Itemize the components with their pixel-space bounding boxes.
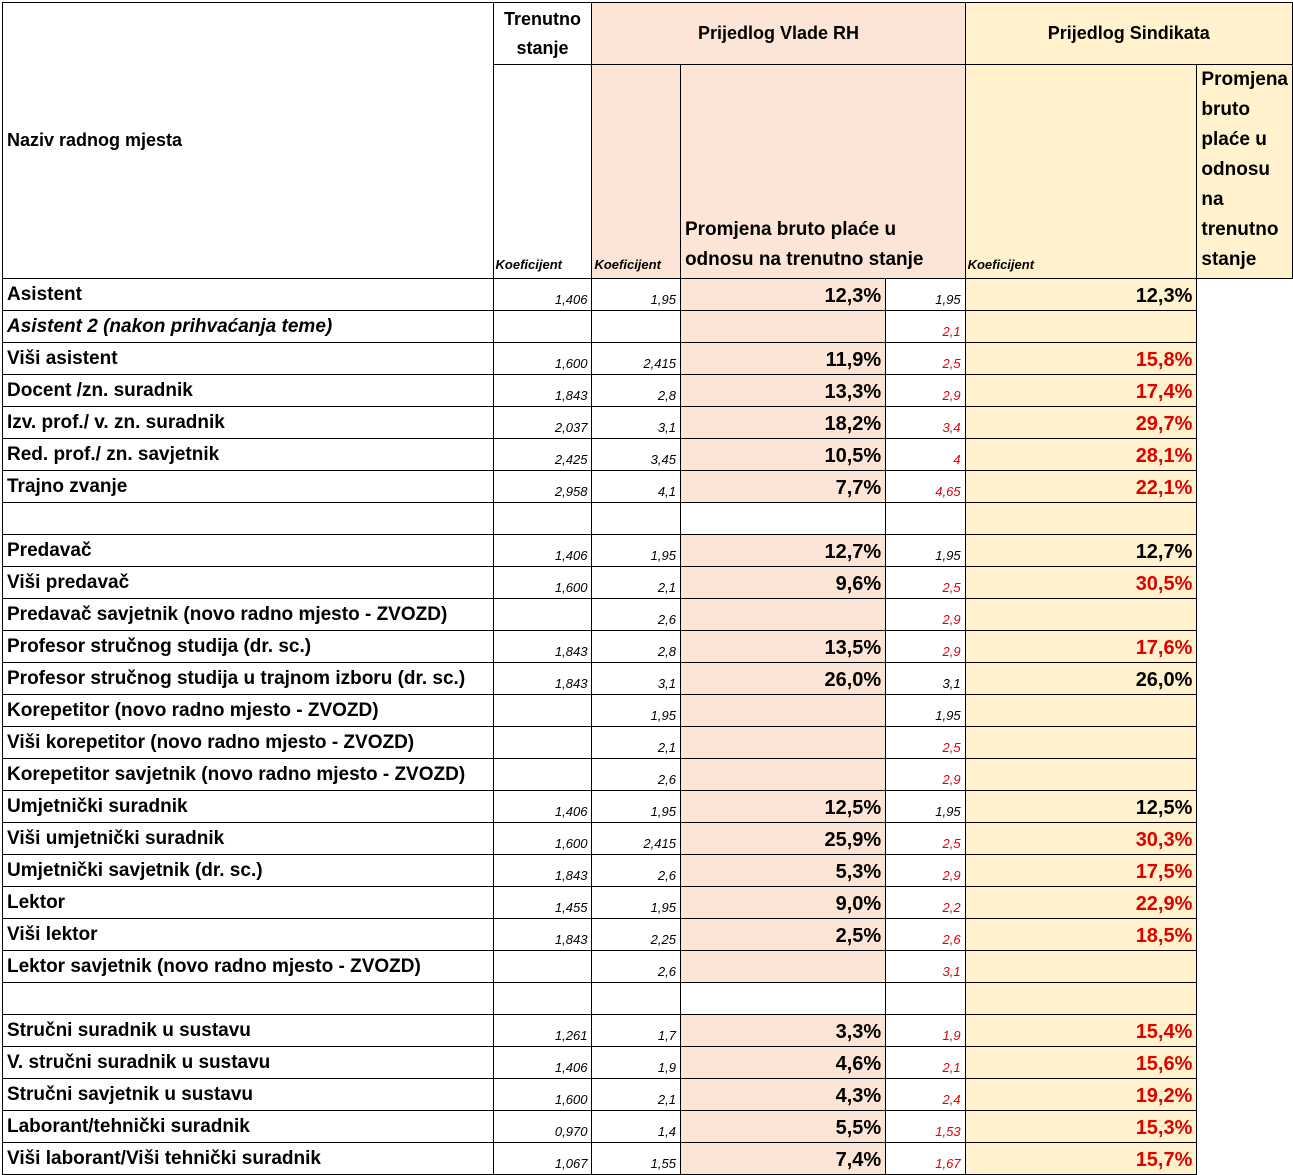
cell-trenutno-koef[interactable]: 1,406 (493, 791, 592, 823)
cell-sindikat-koef[interactable] (886, 983, 965, 1015)
cell-name[interactable]: Viši predavač (3, 567, 494, 599)
cell-sindikat-koef[interactable]: 1,95 (886, 279, 965, 311)
cell-name[interactable]: Umjetnički savjetnik (dr. sc.) (3, 855, 494, 887)
cell-vlada-koef[interactable] (592, 983, 680, 1015)
cell-vlada-promjena[interactable] (680, 727, 885, 759)
cell-sindikat-promjena[interactable]: 12,5% (965, 791, 1197, 823)
cell-vlada-promjena[interactable]: 3,3% (680, 1015, 885, 1047)
table-row (3, 951, 1293, 983)
cell-name[interactable]: Viši laborant/Viši tehnički suradnik (3, 1143, 494, 1175)
cell-vlada-promjena[interactable]: 25,9% (680, 823, 885, 855)
cell-name[interactable]: Trajno zvanje (3, 471, 494, 503)
cell-sindikat-promjena[interactable]: 17,4% (965, 375, 1197, 407)
cell-vlada-koef[interactable]: 1,9 (592, 1047, 680, 1079)
table-row (3, 407, 1293, 439)
cell-vlada-koef[interactable]: 2,6 (592, 855, 680, 887)
cell-name[interactable]: Predavač savjetnik (novo radno mjesto - ZVOZD) (3, 599, 494, 631)
cell-sindikat-koef[interactable]: 2,5 (886, 823, 965, 855)
cell-vlada-koef[interactable]: 1,95 (592, 535, 680, 567)
cell-sindikat-koef[interactable]: 2,2 (886, 887, 965, 919)
table-row (3, 823, 1293, 855)
cell-sindikat-koef[interactable]: 2,9 (886, 631, 965, 663)
cell-name[interactable]: Red. prof./ zn. savjetnik (3, 439, 494, 471)
cell-vlada-koef[interactable]: 3,1 (592, 407, 680, 439)
cell-name[interactable]: Stručni savjetnik u sustavu (3, 1079, 494, 1111)
cell-vlada-koef[interactable]: 1,95 (592, 887, 680, 919)
cell-trenutno-koef[interactable] (493, 951, 592, 983)
cell-vlada-promjena[interactable] (680, 759, 885, 791)
cell-vlada-koef[interactable]: 1,55 (592, 1143, 680, 1175)
cell-vlada-promjena[interactable] (680, 311, 885, 343)
cell-trenutno-koef[interactable] (493, 759, 592, 791)
cell-sindikat-promjena[interactable]: 15,8% (965, 343, 1197, 375)
salary-table (2, 2, 1293, 1175)
cell-name[interactable]: Viši asistent (3, 343, 494, 375)
cell-vlada-promjena[interactable]: 12,7% (680, 535, 885, 567)
cell-sindikat-promjena[interactable]: 15,4% (965, 1015, 1197, 1047)
cell-name[interactable]: V. stručni suradnik u sustavu (3, 1047, 494, 1079)
table-row (3, 855, 1293, 887)
cell-name[interactable]: Asistent 2 (nakon prihvaćanja teme) (3, 311, 494, 343)
cell-name[interactable]: Asistent (3, 279, 494, 311)
cell-name[interactable]: Viši korepetitor (novo radno mjesto - ZVOZD) (3, 727, 494, 759)
header-koef-sindikat[interactable]: Koeficijent (965, 65, 1197, 279)
cell-name[interactable]: Profesor stručnog studija (dr. sc.) (3, 631, 494, 663)
cell-sindikat-promjena[interactable]: 12,3% (965, 279, 1197, 311)
table-row-spacer (3, 983, 1293, 1015)
cell-vlada-koef[interactable]: 3,45 (592, 439, 680, 471)
cell-sindikat-promjena[interactable] (965, 759, 1197, 791)
cell-trenutno-koef[interactable] (493, 503, 592, 535)
cell-name[interactable]: Lektor (3, 887, 494, 919)
header-promjena-vlada[interactable]: Promjena bruto plaće u odnosu na trenutno stanje (680, 65, 965, 279)
cell-sindikat-promjena[interactable]: 26,0% (965, 663, 1197, 695)
table-row (3, 663, 1293, 695)
cell-name[interactable]: Umjetnički suradnik (3, 791, 494, 823)
table-row (3, 759, 1293, 791)
cell-vlada-koef[interactable]: 2,1 (592, 567, 680, 599)
cell-name[interactable]: Korepetitor savjetnik (novo radno mjesto - ZVOZD) (3, 759, 494, 791)
cell-vlada-koef[interactable] (592, 311, 680, 343)
table-row (3, 1111, 1293, 1143)
header-sindikat[interactable]: Prijedlog Sindikata (965, 3, 1292, 65)
cell-trenutno-koef[interactable]: 1,843 (493, 375, 592, 407)
cell-vlada-koef[interactable]: 3,1 (592, 663, 680, 695)
cell-name[interactable]: Izv. prof./ v. zn. suradnik (3, 407, 494, 439)
cell-trenutno-koef[interactable]: 1,843 (493, 663, 592, 695)
cell-trenutno-koef[interactable]: 1,261 (493, 1015, 592, 1047)
table-row (3, 1015, 1293, 1047)
cell-vlada-promjena[interactable]: 12,3% (680, 279, 885, 311)
cell-sindikat-promjena[interactable]: 12,7% (965, 535, 1197, 567)
cell-vlada-promjena[interactable]: 13,3% (680, 375, 885, 407)
cell-name[interactable]: Predavač (3, 535, 494, 567)
cell-sindikat-koef[interactable]: 3,4 (886, 407, 965, 439)
cell-vlada-koef[interactable]: 1,95 (592, 791, 680, 823)
cell-sindikat-koef[interactable]: 2,5 (886, 727, 965, 759)
cell-trenutno-koef[interactable] (493, 695, 592, 727)
cell-sindikat-koef[interactable]: 1,67 (886, 1143, 965, 1175)
cell-trenutno-koef[interactable]: 2,425 (493, 439, 592, 471)
cell-sindikat-promjena[interactable]: 30,3% (965, 823, 1197, 855)
cell-vlada-promjena[interactable]: 12,5% (680, 791, 885, 823)
cell-vlada-koef[interactable]: 2,25 (592, 919, 680, 951)
header-trenutno[interactable]: Trenutno stanje (493, 3, 592, 65)
cell-sindikat-koef[interactable]: 2,1 (886, 311, 965, 343)
cell-sindikat-promjena[interactable]: 18,5% (965, 919, 1197, 951)
table-row (3, 567, 1293, 599)
cell-sindikat-koef[interactable]: 4,65 (886, 471, 965, 503)
table-row (3, 919, 1293, 951)
cell-vlada-promjena[interactable]: 11,9% (680, 343, 885, 375)
cell-sindikat-koef[interactable]: 1,9 (886, 1015, 965, 1047)
cell-sindikat-promjena[interactable] (965, 503, 1197, 535)
cell-vlada-promjena[interactable]: 10,5% (680, 439, 885, 471)
cell-sindikat-promjena[interactable] (965, 599, 1197, 631)
cell-vlada-promjena[interactable] (680, 503, 885, 535)
cell-vlada-promjena[interactable] (680, 599, 885, 631)
cell-vlada-promjena[interactable]: 7,7% (680, 471, 885, 503)
cell-trenutno-koef[interactable] (493, 727, 592, 759)
cell-vlada-promjena[interactable]: 4,3% (680, 1079, 885, 1111)
cell-sindikat-koef[interactable]: 2,9 (886, 599, 965, 631)
cell-vlada-promjena[interactable]: 13,5% (680, 631, 885, 663)
cell-sindikat-koef[interactable]: 4 (886, 439, 965, 471)
cell-sindikat-promjena[interactable] (965, 727, 1197, 759)
cell-trenutno-koef[interactable] (493, 983, 592, 1015)
table-row (3, 311, 1293, 343)
cell-trenutno-koef[interactable]: 2,958 (493, 471, 592, 503)
cell-sindikat-koef[interactable]: 2,9 (886, 855, 965, 887)
cell-name[interactable]: Profesor stručnog studija u trajnom izboru (dr. sc.) (3, 663, 494, 695)
cell-vlada-promjena[interactable]: 4,6% (680, 1047, 885, 1079)
cell-vlada-koef[interactable]: 2,6 (592, 599, 680, 631)
cell-vlada-koef[interactable]: 1,4 (592, 1111, 680, 1143)
cell-name[interactable]: Korepetitor (novo radno mjesto - ZVOZD) (3, 695, 494, 727)
cell-sindikat-promjena[interactable]: 17,6% (965, 631, 1197, 663)
header-koef-trenutno[interactable]: Koeficijent (493, 65, 592, 279)
cell-sindikat-promjena[interactable] (965, 951, 1197, 983)
cell-trenutno-koef[interactable]: 1,406 (493, 535, 592, 567)
cell-trenutno-koef[interactable]: 1,067 (493, 1143, 592, 1175)
cell-name[interactable]: Viši umjetnički suradnik (3, 823, 494, 855)
cell-trenutno-koef[interactable]: 1,600 (493, 823, 592, 855)
cell-name[interactable]: Stručni suradnik u sustavu (3, 1015, 494, 1047)
cell-sindikat-koef[interactable]: 3,1 (886, 663, 965, 695)
cell-trenutno-koef[interactable]: 1,843 (493, 631, 592, 663)
cell-sindikat-promjena[interactable] (965, 983, 1197, 1015)
cell-vlada-koef[interactable]: 4,1 (592, 471, 680, 503)
cell-vlada-promjena[interactable]: 7,4% (680, 1143, 885, 1175)
cell-sindikat-koef[interactable]: 2,9 (886, 375, 965, 407)
cell-vlada-promjena[interactable]: 26,0% (680, 663, 885, 695)
header-koef-vlada[interactable]: Koeficijent (592, 65, 680, 279)
header-vlada[interactable]: Prijedlog Vlade RH (592, 3, 965, 65)
cell-sindikat-promjena[interactable]: 15,3% (965, 1111, 1197, 1143)
cell-sindikat-koef[interactable] (886, 503, 965, 535)
cell-sindikat-koef[interactable]: 2,9 (886, 759, 965, 791)
cell-vlada-koef[interactable]: 2,1 (592, 727, 680, 759)
cell-sindikat-promjena[interactable]: 29,7% (965, 407, 1197, 439)
table-row (3, 535, 1293, 567)
header-naziv[interactable]: Naziv radnog mjesta (3, 3, 494, 279)
cell-vlada-koef[interactable]: 2,415 (592, 343, 680, 375)
cell-sindikat-promjena[interactable]: 19,2% (965, 1079, 1197, 1111)
cell-vlada-promjena[interactable] (680, 951, 885, 983)
table-row (3, 631, 1293, 663)
cell-trenutno-koef[interactable] (493, 311, 592, 343)
cell-sindikat-koef[interactable]: 2,4 (886, 1079, 965, 1111)
cell-vlada-koef[interactable]: 2,8 (592, 375, 680, 407)
cell-vlada-koef[interactable] (592, 503, 680, 535)
table-row (3, 727, 1293, 759)
cell-sindikat-promjena[interactable] (965, 311, 1197, 343)
cell-vlada-promjena[interactable]: 5,3% (680, 855, 885, 887)
cell-sindikat-koef[interactable]: 2,1 (886, 1047, 965, 1079)
cell-vlada-promjena[interactable]: 5,5% (680, 1111, 885, 1143)
cell-vlada-koef[interactable]: 2,6 (592, 951, 680, 983)
table-row (3, 599, 1293, 631)
table-row (3, 695, 1293, 727)
cell-trenutno-koef[interactable]: 1,843 (493, 919, 592, 951)
table-row (3, 1079, 1293, 1111)
cell-trenutno-koef[interactable]: 1,843 (493, 855, 592, 887)
table-row (3, 343, 1293, 375)
cell-vlada-promjena[interactable]: 9,6% (680, 567, 885, 599)
cell-vlada-koef[interactable]: 2,1 (592, 1079, 680, 1111)
table-row (3, 791, 1293, 823)
cell-sindikat-koef[interactable]: 2,6 (886, 919, 965, 951)
cell-vlada-koef[interactable]: 1,95 (592, 279, 680, 311)
cell-vlada-koef[interactable]: 1,95 (592, 695, 680, 727)
header-promjena-sindikat[interactable]: Promjena bruto plaće u odnosu na trenutno stanje (1197, 65, 1293, 279)
cell-vlada-promjena[interactable]: 18,2% (680, 407, 885, 439)
table-row (3, 887, 1293, 919)
cell-trenutno-koef[interactable]: 1,455 (493, 887, 592, 919)
cell-sindikat-promjena[interactable]: 15,6% (965, 1047, 1197, 1079)
cell-vlada-koef[interactable]: 2,8 (592, 631, 680, 663)
cell-sindikat-koef[interactable]: 3,1 (886, 951, 965, 983)
cell-sindikat-promjena[interactable]: 22,9% (965, 887, 1197, 919)
cell-sindikat-promjena[interactable]: 22,1% (965, 471, 1197, 503)
cell-trenutno-koef[interactable]: 1,600 (493, 343, 592, 375)
cell-sindikat-koef[interactable]: 1,95 (886, 695, 965, 727)
cell-vlada-promjena[interactable] (680, 983, 885, 1015)
cell-vlada-promjena[interactable] (680, 695, 885, 727)
cell-sindikat-koef[interactable]: 1,53 (886, 1111, 965, 1143)
cell-name[interactable] (3, 983, 494, 1015)
salary-spreadsheet (2, 2, 1293, 1175)
cell-name[interactable]: Laborant/tehnički suradnik (3, 1111, 494, 1143)
cell-trenutno-koef[interactable]: 1,406 (493, 279, 592, 311)
cell-trenutno-koef[interactable] (493, 599, 592, 631)
table-row (3, 439, 1293, 471)
table-row-spacer (3, 503, 1293, 535)
cell-trenutno-koef[interactable]: 0,970 (493, 1111, 592, 1143)
table-row (3, 279, 1293, 311)
cell-vlada-promjena[interactable]: 9,0% (680, 887, 885, 919)
cell-sindikat-koef[interactable]: 2,5 (886, 343, 965, 375)
cell-name[interactable] (3, 503, 494, 535)
cell-name[interactable]: Docent /zn. suradnik (3, 375, 494, 407)
cell-sindikat-koef[interactable]: 2,5 (886, 567, 965, 599)
cell-name[interactable]: Lektor savjetnik (novo radno mjesto - ZVOZD) (3, 951, 494, 983)
table-row (3, 375, 1293, 407)
cell-sindikat-koef[interactable]: 1,95 (886, 791, 965, 823)
cell-vlada-koef[interactable]: 2,415 (592, 823, 680, 855)
cell-sindikat-promjena[interactable]: 30,5% (965, 567, 1197, 599)
cell-sindikat-promjena[interactable]: 15,7% (965, 1143, 1197, 1175)
cell-trenutno-koef[interactable]: 1,600 (493, 1079, 592, 1111)
cell-sindikat-promjena[interactable]: 17,5% (965, 855, 1197, 887)
table-row (3, 1143, 1293, 1175)
cell-trenutno-koef[interactable]: 1,406 (493, 1047, 592, 1079)
cell-sindikat-promjena[interactable]: 28,1% (965, 439, 1197, 471)
table-row (3, 471, 1293, 503)
cell-vlada-koef[interactable]: 1,7 (592, 1015, 680, 1047)
cell-sindikat-koef[interactable]: 1,95 (886, 535, 965, 567)
cell-trenutno-koef[interactable]: 1,600 (493, 567, 592, 599)
cell-vlada-promjena[interactable]: 2,5% (680, 919, 885, 951)
cell-vlada-koef[interactable]: 2,6 (592, 759, 680, 791)
cell-name[interactable]: Viši lektor (3, 919, 494, 951)
cell-trenutno-koef[interactable]: 2,037 (493, 407, 592, 439)
cell-sindikat-promjena[interactable] (965, 695, 1197, 727)
